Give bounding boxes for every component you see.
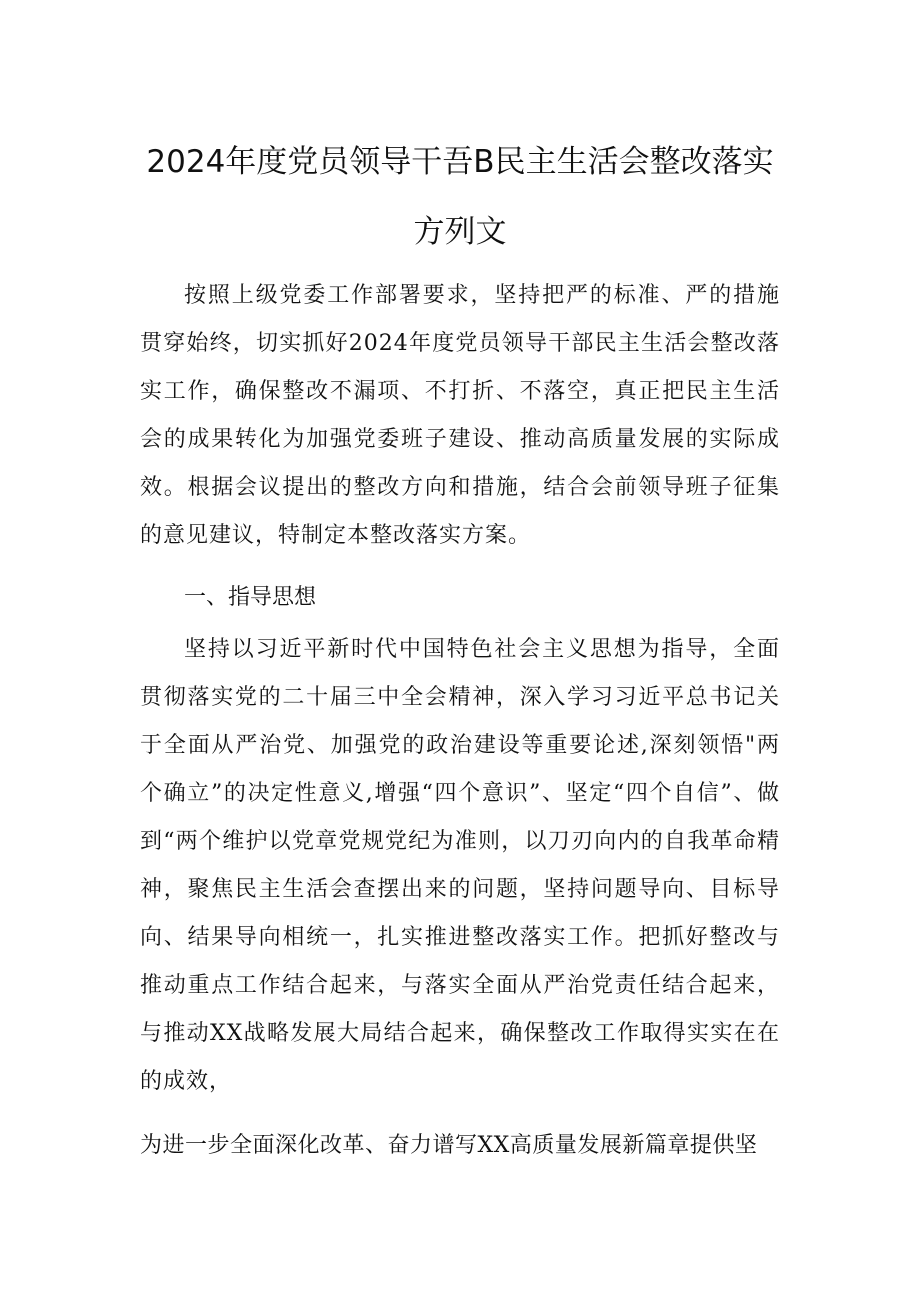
section-heading-guiding-ideology: 一、指导思想 [184,585,317,610]
intro-paragraph: 按照上级党委工作部署要求，坚持把严的标准、严的措施贯穿始终，切实抓好2024年度党员领导干部民主生活会整改落实工作，确保整改不漏项、不打折、不落空，真正把民主生活会的成果转化为加强党委班子建设、推动高质量发展的实际成效。根据会议提出的整改方向和措施，结合会前领导班子征集的意见建议，特制定本整改落实方案。 [140,283,780,548]
continuation-paragraph: 为进一步全面深化改革、奋力谱写XX高质量发展新篇章提供坚 [140,1133,758,1158]
document-title-line-1: 2024年度党员领导干吾B民主生活会整改落实 [146,144,774,180]
guiding-ideology-paragraph: 坚持以习近平新时代中国特色社会主义思想为指导，全面贯彻落实党的二十届三中全会精神，深入学习习近平总书记关于全面从严治党、加强党的政治建设等重要论述,深刻领悟"两个确立”的决定性意义,增强“四个意识”、坚定“四个自信”、做到“两个维护以党章党规党纪为准则，以刀刃向内的自我革命精神，聚焦民主生活会查摆出来的问题，坚持问题导向、目标导向、结果导向相统一，扎实推进整改落实工作。把抓好整改与推动重点工作结合起来，与落实全面从严治党责任结合起来，与推动XX战略发展大局结合起来，确保整改工作取得实实在在的成效， [140,637,780,1094]
document-title-line-2: 方列文 [413,214,507,250]
